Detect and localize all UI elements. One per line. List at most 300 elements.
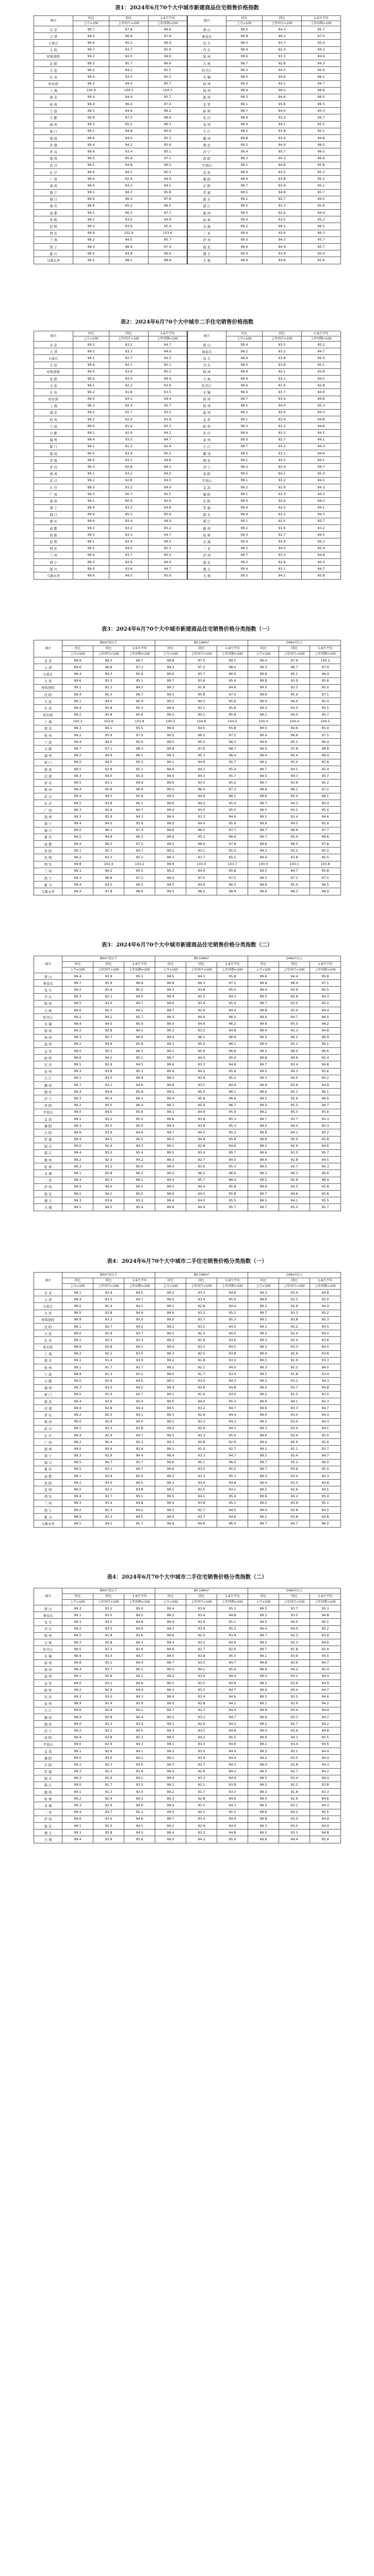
value-cell: 99.2	[248, 1418, 279, 1425]
city-cell: 常 德	[34, 1768, 62, 1775]
value-cell: 96.1	[310, 793, 341, 800]
value-cell: 95.9	[93, 980, 124, 987]
value-cell: 95.2	[302, 176, 341, 182]
header-mom: 环比	[155, 1278, 186, 1284]
value-cell: 91.6	[109, 423, 149, 430]
value-cell: 95.7	[217, 1204, 248, 1211]
value-cell: 94.5	[310, 1344, 341, 1350]
value-cell: 93.9	[279, 1653, 310, 1659]
value-cell: 96.6	[310, 1048, 341, 1055]
table-row	[34, 1109, 341, 1115]
value-cell: 94.3	[186, 773, 217, 779]
city-cell: 杭 州	[34, 416, 73, 423]
value-cell: 93.6	[217, 1337, 248, 1344]
value-cell: 95.0	[279, 1204, 310, 1211]
value-cell: 94.4	[186, 1183, 217, 1190]
value-cell: 94.3	[93, 671, 124, 677]
value-cell: 91.7	[93, 1782, 124, 1788]
value-cell: 99.3	[248, 868, 279, 874]
value-cell: 99.7	[155, 677, 186, 684]
table-row	[34, 657, 341, 664]
value-cell: 99.4	[226, 355, 263, 362]
value-cell: 93.3	[93, 677, 124, 684]
value-cell: 94.9	[217, 1680, 248, 1687]
header-row	[34, 652, 341, 657]
value-cell: 94.5	[302, 477, 341, 484]
city-cell: 沈 阳	[34, 375, 73, 382]
value-cell: 99.5	[155, 882, 186, 888]
city-cell: 宜 昌	[34, 1115, 62, 1122]
value-cell: 96.1	[93, 827, 124, 834]
value-cell: 94.1	[93, 1191, 124, 1197]
value-cell: 94.9	[186, 759, 217, 766]
value-cell: 99.8	[248, 671, 279, 677]
header-base-yoy: 上年同月=100	[279, 1284, 310, 1290]
value-cell: 99.4	[62, 691, 93, 698]
value-cell: 99.3	[73, 491, 109, 498]
header-mom: 环比	[62, 962, 93, 968]
value-cell: 93.1	[263, 566, 302, 572]
value-cell: 93.7	[186, 1514, 217, 1520]
value-cell: 95.0	[217, 1432, 248, 1438]
value-cell: 95.7	[186, 671, 217, 677]
city-cell: 南 充	[34, 1823, 62, 1829]
value-cell: 93.4	[186, 1480, 217, 1486]
value-cell: 99.2	[155, 711, 186, 718]
value-cell: 92.9	[279, 1795, 310, 1802]
header-base-mom: 上月=100	[155, 652, 186, 657]
value-cell: 97.8	[149, 33, 187, 40]
value-cell: 92.3	[93, 1761, 124, 1768]
value-cell: 94.5	[302, 532, 341, 538]
value-cell: 94.4	[124, 1659, 155, 1666]
city-cell: 南 昌	[34, 766, 62, 773]
city-cell: 大 理	[187, 572, 226, 579]
value-cell: 93.8	[279, 1514, 310, 1520]
header-mom: 环比	[155, 962, 186, 968]
value-cell: 99.3	[62, 773, 93, 779]
value-cell: 92.6	[217, 1439, 248, 1446]
value-cell: 99.3	[73, 532, 109, 538]
value-cell: 94.6	[93, 1089, 124, 1095]
table-row	[34, 1714, 341, 1721]
value-cell: 99.4	[248, 1625, 279, 1632]
value-cell: 93.8	[310, 1350, 341, 1357]
header-base-yoy: 上年同月=100	[93, 1284, 124, 1290]
city-cell: 石家庄	[34, 40, 73, 46]
value-cell: 93.1	[279, 1802, 310, 1809]
value-cell: 97.0	[124, 732, 155, 739]
value-cell: 94.7	[124, 1653, 155, 1659]
city-cell: 大 理	[34, 1836, 62, 1843]
table-row	[34, 1432, 341, 1438]
value-cell: 99.4	[155, 807, 186, 814]
city-cell: 韶 关	[34, 1775, 62, 1782]
value-cell: 95.9	[124, 739, 155, 745]
city-cell: 上 海	[34, 718, 62, 725]
city-cell: 沈 阳	[34, 1323, 62, 1330]
value-cell: 99.3	[155, 1625, 186, 1632]
value-cell: 95.0	[186, 1089, 217, 1095]
value-cell: 92.1	[93, 993, 124, 1000]
city-cell: 泸 州	[34, 1183, 62, 1190]
value-cell: 99.2	[62, 1350, 93, 1357]
table-row	[34, 1068, 341, 1075]
value-cell: 96.0	[310, 1459, 341, 1466]
value-cell: 92.9	[93, 1418, 124, 1425]
city-cell: 西 安	[34, 545, 73, 552]
value-cell: 94.6	[217, 1639, 248, 1646]
value-cell: 99.3	[248, 1425, 279, 1432]
value-cell: 96.1	[124, 752, 155, 759]
value-cell: 99.5	[248, 1775, 279, 1782]
city-cell: 银 川	[34, 1514, 62, 1520]
value-cell: 91.6	[263, 382, 302, 389]
city-cell: 泸 州	[187, 552, 226, 558]
value-cell: 99.5	[155, 1666, 186, 1673]
value-cell: 94.7	[217, 1659, 248, 1666]
city-cell: 烟 台	[34, 1721, 62, 1727]
value-cell: 99.6	[248, 888, 279, 895]
value-cell: 93.6	[279, 1727, 310, 1734]
value-cell: 99.5	[62, 1646, 93, 1653]
value-cell: 99.3	[62, 1123, 93, 1129]
value-cell: 95.9	[217, 1836, 248, 1843]
value-cell: 96.4	[310, 752, 341, 759]
value-cell: 99.2	[73, 216, 109, 223]
value-cell: 99.4	[62, 1493, 93, 1500]
value-cell: 92.2	[109, 382, 149, 389]
header-area-group: 144m²以上	[248, 1273, 341, 1278]
value-cell: 93.8	[217, 1350, 248, 1357]
value-cell: 99.1	[155, 1680, 186, 1687]
value-cell: 99.2	[62, 1480, 93, 1486]
city-cell: 三 亚	[34, 1177, 62, 1183]
value-cell: 99.0	[155, 1371, 186, 1378]
value-cell: 95.9	[279, 691, 310, 698]
value-cell: 93.4	[217, 1371, 248, 1378]
value-cell: 92.4	[93, 1795, 124, 1802]
table-row	[34, 1364, 341, 1371]
value-cell: 95.0	[124, 1163, 155, 1170]
city-cell: 南 宁	[34, 189, 73, 196]
value-cell: 99.2	[62, 1102, 93, 1109]
value-cell: 93.6	[279, 779, 310, 786]
value-cell: 95.3	[186, 834, 217, 840]
value-cell: 99.4	[62, 739, 93, 745]
value-cell: 95.0	[279, 1109, 310, 1115]
value-cell: 97.8	[279, 745, 310, 752]
value-cell: 95.2	[302, 342, 341, 348]
value-cell: 92.8	[109, 464, 149, 470]
value-cell: 99.4	[62, 1809, 93, 1816]
header-yoy: 同比	[93, 646, 124, 652]
header-row	[34, 1278, 341, 1284]
value-cell: 94.3	[310, 1418, 341, 1425]
city-cell: 成 都	[34, 210, 73, 216]
city-cell: 无 锡	[187, 389, 226, 396]
value-cell: 103.7	[217, 861, 248, 868]
table-row	[34, 26, 341, 33]
city-cell: 秦皇岛	[34, 1612, 62, 1619]
value-cell: 99.1	[62, 1323, 93, 1330]
table-row	[34, 1000, 341, 1007]
table-row	[34, 854, 341, 861]
value-cell: 99.5	[155, 1809, 186, 1816]
value-cell: 95.7	[310, 711, 341, 718]
value-cell: 99.1	[62, 684, 93, 691]
value-cell: 94.7	[279, 1014, 310, 1021]
value-cell: 99.4	[226, 566, 263, 572]
table-row	[34, 1041, 341, 1047]
value-cell: 93.2	[302, 525, 341, 532]
table-row	[34, 684, 341, 691]
value-cell: 95.4	[186, 1102, 217, 1109]
city-cell: 锦 州	[34, 1632, 62, 1639]
value-cell: 99.6	[248, 820, 279, 827]
value-cell: 99.4	[155, 1605, 186, 1612]
header-base-avg: 上年同期=100	[124, 1600, 155, 1605]
value-cell: 99.4	[248, 1157, 279, 1163]
table-row	[34, 1149, 341, 1156]
value-cell: 99.5	[73, 484, 109, 490]
value-cell: 99.2	[226, 409, 263, 416]
value-cell: 99.2	[73, 80, 109, 87]
value-cell: 97.1	[279, 875, 310, 882]
value-cell: 93.9	[186, 1625, 217, 1632]
value-cell: 93.1	[263, 80, 302, 87]
value-cell: 99.3	[62, 1775, 93, 1782]
value-cell: 99.6	[155, 1520, 186, 1527]
value-cell: 99.2	[62, 752, 93, 759]
value-cell: 92.8	[279, 1157, 310, 1163]
value-cell: 94.4	[279, 1836, 310, 1843]
value-cell: 99.0	[73, 566, 109, 572]
city-cell: 大 连	[34, 1330, 62, 1337]
value-cell: 99.6	[62, 664, 93, 671]
value-cell: 99.7	[248, 1466, 279, 1472]
value-cell: 99.5	[226, 26, 263, 33]
value-cell: 95.0	[217, 1653, 248, 1659]
city-cell: 厦 门	[34, 1391, 62, 1398]
table-row	[34, 1163, 341, 1170]
value-cell: 94.8	[263, 74, 302, 80]
city-cell: 大 理	[187, 257, 226, 264]
value-cell: 93.1	[93, 779, 124, 786]
value-cell: 93.1	[279, 1748, 310, 1754]
value-cell: 93.1	[186, 848, 217, 854]
table-row	[34, 814, 341, 820]
value-cell: 94.1	[310, 1486, 341, 1493]
value-cell: 94.1	[279, 1129, 310, 1136]
value-cell: 95.2	[124, 1197, 155, 1204]
header-area-group: 90-144m²	[155, 1588, 248, 1594]
value-cell: 95.4	[302, 40, 341, 46]
table-row	[34, 1680, 341, 1687]
value-cell: 95.4	[124, 773, 155, 779]
value-cell: 92.8	[93, 1829, 124, 1836]
city-cell: 西 安	[34, 1493, 62, 1500]
value-cell: 93.2	[263, 114, 302, 121]
value-cell: 94.2	[124, 684, 155, 691]
table-row	[34, 868, 341, 874]
value-cell: 96.5	[302, 223, 341, 230]
value-cell: 94.1	[263, 470, 302, 477]
value-cell: 99.6	[62, 677, 93, 684]
value-cell: 92.6	[279, 993, 310, 1000]
value-cell: 92.9	[93, 1707, 124, 1714]
city-cell: 南 宁	[34, 1452, 62, 1459]
value-cell: 94.1	[279, 1197, 310, 1204]
header-base-mom: 上月=100	[155, 968, 186, 973]
value-cell: 93.2	[109, 470, 149, 477]
value-cell: 94.5	[310, 1507, 341, 1514]
value-cell: 92.6	[93, 1748, 124, 1754]
value-cell: 93.3	[109, 532, 149, 538]
table-row	[34, 1136, 341, 1143]
value-cell: 99.3	[62, 814, 93, 820]
value-cell: 90.4	[93, 1439, 124, 1446]
value-cell: 96.6	[93, 875, 124, 882]
table-row	[34, 1741, 341, 1748]
value-cell: 97.5	[124, 841, 155, 848]
value-cell: 94.0	[124, 1378, 155, 1384]
value-cell: 95.1	[310, 1619, 341, 1625]
value-cell: 99.7	[248, 1204, 279, 1211]
value-cell: 99.5	[73, 108, 109, 114]
value-cell: 99.3	[226, 464, 263, 470]
value-cell: 99.2	[226, 525, 263, 532]
table-row	[34, 1619, 341, 1625]
value-cell: 99.4	[248, 698, 279, 705]
value-cell: 95.9	[310, 1109, 341, 1115]
value-cell: 99.4	[62, 1021, 93, 1027]
value-cell: 95.4	[310, 800, 341, 806]
value-cell: 94.8	[302, 552, 341, 558]
value-cell: 92.1	[93, 1350, 124, 1357]
value-cell: 93.3	[263, 430, 302, 436]
city-cell: 武 汉	[34, 1425, 62, 1432]
value-cell: 99.1	[73, 443, 109, 450]
value-cell: 94.4	[279, 973, 310, 980]
city-cell: 岳 阳	[187, 182, 226, 189]
value-cell: 94.2	[186, 698, 217, 705]
value-cell: 93.5	[279, 1149, 310, 1156]
city-cell: 烟 台	[187, 142, 226, 148]
value-cell: 95.3	[310, 1605, 341, 1612]
value-cell: 95.5	[217, 987, 248, 993]
value-cell: 93.9	[149, 382, 187, 389]
city-cell: 济 宁	[34, 1095, 62, 1102]
value-cell: 92.6	[93, 1378, 124, 1384]
header-yoy: 同比	[93, 962, 124, 968]
value-cell: 94.3	[217, 1418, 248, 1425]
city-cell: 天 津	[34, 664, 62, 671]
header-avg: 1-6月平均	[124, 1594, 155, 1600]
value-cell: 94.4	[124, 1452, 155, 1459]
value-cell: 98.6	[149, 114, 187, 121]
value-cell: 99.3	[226, 210, 263, 216]
value-cell: 98.9	[62, 1700, 93, 1707]
value-cell: 93.9	[263, 182, 302, 189]
value-cell: 93.8	[279, 1316, 310, 1323]
value-cell: 95.1	[149, 362, 187, 368]
value-cell: 95.3	[186, 752, 217, 759]
value-cell: 94.6	[310, 1741, 341, 1748]
value-cell: 94.2	[124, 1157, 155, 1163]
value-cell: 95.1	[302, 128, 341, 134]
table-row	[34, 1520, 341, 1527]
value-cell: 96.1	[217, 1041, 248, 1047]
city-cell: 武 汉	[34, 477, 73, 484]
value-cell: 94.9	[149, 216, 187, 223]
value-cell: 93.7	[263, 389, 302, 396]
value-cell: 94.0	[186, 1398, 217, 1405]
value-cell: 99.4	[226, 121, 263, 128]
table-row	[34, 1666, 341, 1673]
table-row	[34, 566, 341, 572]
value-cell: 99.5	[217, 657, 248, 664]
value-cell: 99.7	[155, 1659, 186, 1666]
city-cell: 成 都	[34, 1473, 62, 1480]
value-cell: 99.5	[155, 973, 186, 980]
value-cell: 95.3	[124, 759, 155, 766]
value-cell: 91.7	[186, 1646, 217, 1653]
value-cell: 95.0	[310, 1466, 341, 1472]
table-row	[34, 691, 341, 698]
value-cell: 95.8	[124, 1089, 155, 1095]
value-cell: 99.1	[248, 711, 279, 718]
value-cell: 94.8	[217, 1829, 248, 1836]
city-cell: 长 沙	[34, 484, 73, 490]
value-cell: 95.7	[149, 80, 187, 87]
city-cell: 重 庆	[34, 1466, 62, 1472]
value-cell: 99.4	[248, 1507, 279, 1514]
value-cell: 94.8	[109, 250, 149, 257]
value-cell: 99.6	[248, 786, 279, 793]
city-cell: 金 华	[34, 1680, 62, 1687]
city-cell: 呼和浩特	[34, 684, 62, 691]
value-cell: 92.4	[93, 1143, 124, 1149]
value-cell: 95.9	[93, 732, 124, 739]
value-cell: 95.1	[302, 362, 341, 368]
value-cell: 95.8	[93, 1170, 124, 1177]
city-cell: 丹 东	[187, 46, 226, 53]
table-row	[34, 33, 341, 40]
value-cell: 91.8	[93, 1632, 124, 1639]
value-cell: 92.9	[186, 1425, 217, 1432]
table-row	[34, 1418, 341, 1425]
value-cell: 94.0	[186, 1197, 217, 1204]
city-cell: 锦 州	[187, 53, 226, 60]
table-row	[34, 162, 341, 168]
value-cell: 99.6	[248, 691, 279, 698]
header-avg: 1-6月平均	[124, 646, 155, 652]
value-cell: 99.2	[62, 1027, 93, 1034]
value-cell: 99.7	[124, 657, 155, 664]
value-cell: 99.5	[248, 773, 279, 779]
value-cell: 93.4	[93, 1500, 124, 1506]
value-cell: 94.4	[310, 1755, 341, 1761]
value-cell: 94.9	[302, 53, 341, 60]
value-cell: 93.2	[109, 525, 149, 532]
value-cell: 91.9	[186, 1337, 217, 1344]
value-cell: 92.2	[279, 1364, 310, 1371]
value-cell: 99.4	[155, 993, 186, 1000]
header-base-yoy: 上年同月=100	[186, 1600, 217, 1605]
value-cell: 99.4	[73, 436, 109, 443]
value-cell: 93.2	[263, 443, 302, 450]
